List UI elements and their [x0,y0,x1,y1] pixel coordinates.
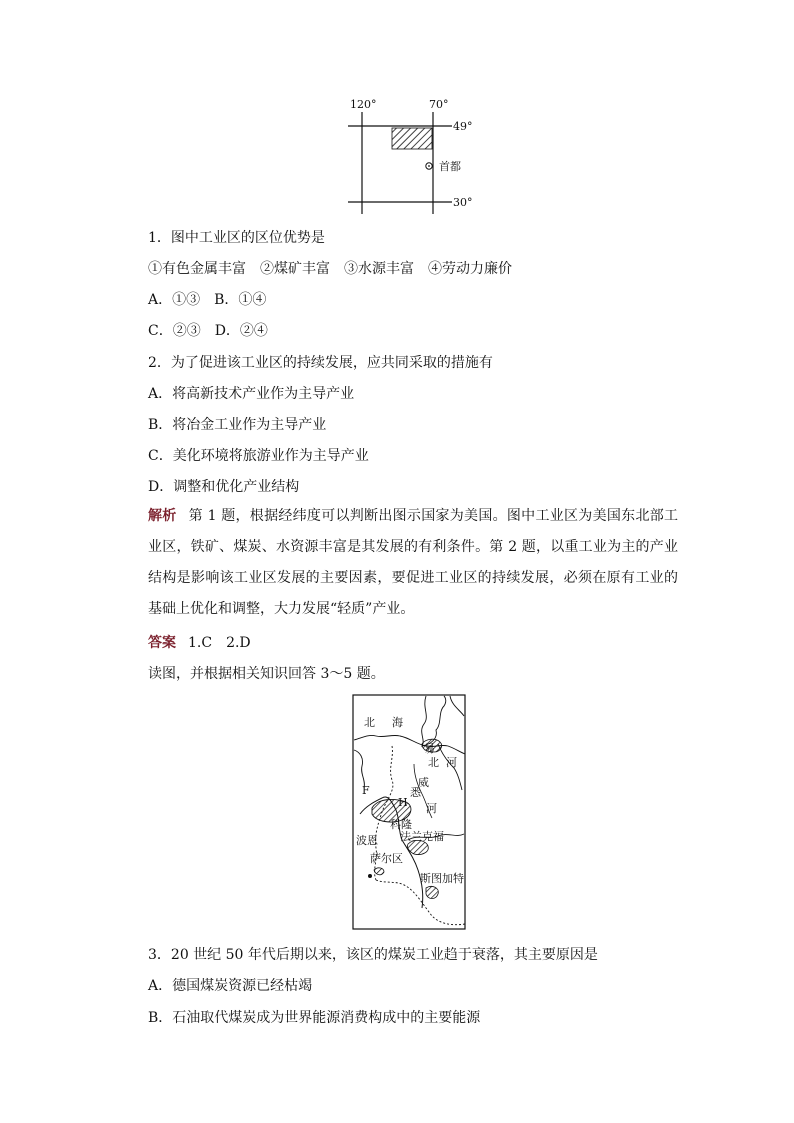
intro-text: 读图，并根据相关知识回答 3～5 题。 [148,666,385,682]
latlon-map-figure [340,92,480,217]
saar-label: 萨尔区 [370,852,403,865]
analysis-paragraph [148,501,678,625]
capital-label: 首都 [439,160,461,173]
saar-city-dot [368,874,372,878]
north-sea-label-2: 海 [392,716,403,729]
analysis-text: 第 1 题，根据经纬度可以判断出图示国家为美国。图中工业区为美国东北部工业区，铁矿、煤炭、水资源丰富是其发展的有利条件。第 2 题，以重工业为主的产业结构是影响该工业区发展的主要因素，要促进工业区的持续发展，必须在原有工业的基础上优化和调整，大力发展“轻质”产业。 [148,508,679,617]
q2-stem: 2．为了促进该工业区的持续发展，应共同采取的措施有 [148,355,493,371]
ruhr-map [352,694,468,932]
cologne-label: 科隆 [390,818,412,831]
xi-label: 悉 [410,786,421,799]
latitude-49-label: 49° [453,120,473,133]
answer-label: 答案 [148,635,176,651]
answer-line [148,634,251,652]
q3-option-a: A．德国煤炭资源已经枯竭 [148,978,313,994]
industrial-region-hatch [392,128,432,149]
longitude-70-label: 70° [429,98,449,111]
q2-option-a: A．将高新技术产业作为主导产业 [148,386,355,402]
q1-stem: 1．图中工业区的区位优势是 [148,230,325,246]
answer-text: 1.C 2.D [188,635,251,651]
he-label-1: 河 [446,756,457,769]
h-label: H [398,796,408,809]
q2-option-c: C．美化环境将旅游业作为主导产业 [148,448,369,464]
ruhr-map-figure [352,694,468,932]
q3-stem: 3．20 世纪 50 年代后期以来，该区的煤炭工业趋于衰落，其主要原因是 [148,947,598,963]
q3-option-b: B．石油取代煤炭成为世界能源消费构成中的主要能源 [148,1010,481,1026]
north-sea-label-1: 北 [364,716,375,729]
latlon-map [340,92,480,217]
f-label: F [362,784,370,797]
q1-options-ab: A．①③ B．①④ [148,292,267,308]
stuttgart-label: 斯图加特 [420,872,464,885]
q1-options-cd: C．②③ D．②④ [148,323,268,339]
q1-statements: ①有色金属丰富 ②煤矿丰富 ③水源丰富 ④劳动力廉价 [148,261,512,277]
frankfurt-label: 法兰克福 [400,830,444,843]
q2-option-b: B．将冶金工业作为主导产业 [148,417,327,433]
yi-label: 易 [424,742,435,755]
analysis-label: 解析 [148,508,177,524]
bonn-label: 波恩 [356,834,378,847]
bei-label: 北 [428,756,439,769]
q2-option-d: D．调整和优化产业结构 [148,479,300,495]
longitude-120-label: 120° [350,98,377,111]
wei-label: 威 [418,776,429,789]
latitude-30-label: 30° [453,196,473,209]
he-label-2: 河 [426,802,437,815]
stuttgart-industrial-area [426,886,438,898]
